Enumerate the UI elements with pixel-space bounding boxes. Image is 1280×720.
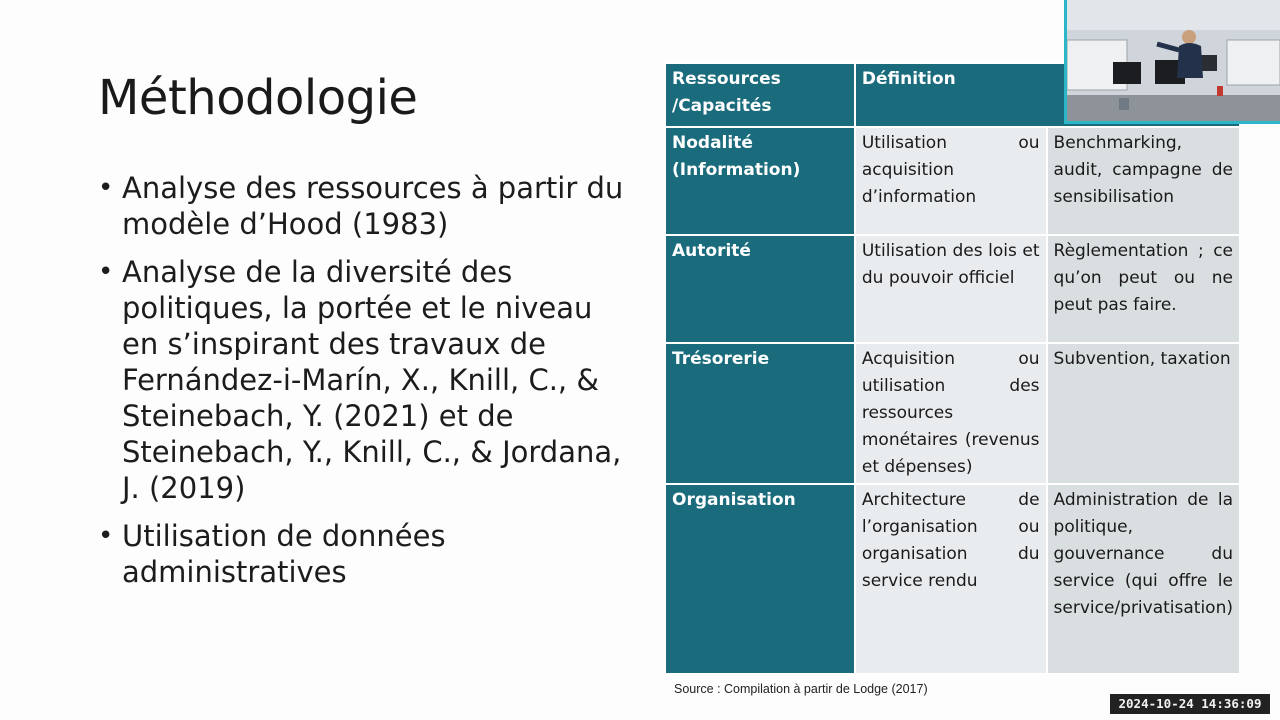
source-note: Source : Compilation à partir de Lodge (2017) [674,682,928,696]
definition-cell: Utilisation ou acquisition d’information [855,127,1047,235]
table-row [665,127,1240,235]
timestamp-badge: 2024-10-24 14:36:09 [1110,694,1270,714]
definition-cell: Architecture de l’organisation ou organisation du service rendu [855,484,1047,674]
bullet-list [96,170,636,602]
resource-cell: Organisation [665,484,855,674]
bullet-item: • Analyse des ressources à partir du modèle d’Hood (1983) [96,170,636,242]
example-cell: Benchmarking, audit, campagne de sensibilisation [1047,127,1240,235]
table-row [665,484,1240,674]
resources-table [664,62,1241,675]
header-resources: Ressources /Capacités [665,63,855,127]
classroom-video-frame [1067,0,1280,121]
bullet-item: • Utilisation de données administratives [96,518,636,590]
header-definition: Définition [855,63,1240,127]
webcam-video-overlay [1064,0,1280,124]
resource-cell: Nodalité (Information) [665,127,855,235]
example-cell: Subvention, taxation [1047,343,1240,484]
resource-cell: Trésorerie [665,343,855,484]
definition-cell: Acquisition ou utilisation des ressources monétaires (revenus et dépenses) [855,343,1047,484]
example-cell: Administration de la politique, gouvernance du service (qui offre le service/privatisation) [1047,484,1240,674]
slide-title: Méthodologie [98,70,418,126]
definition-cell: Utilisation des lois et du pouvoir officiel [855,235,1047,343]
table-row [665,235,1240,343]
example-cell: Règlementation ; ce qu’on peut ou ne peut pas faire. [1047,235,1240,343]
resource-cell: Autorité [665,235,855,343]
bullet-item: • Analyse de la diversité des politiques, la portée et le niveau en s’inspirant des travaux de Fernández-i-Marín, X., Knill, C., & Steinebach, Y. (2021) et de Steinebach, Y., Knill, C., & Jordana, J. (2019) [96,254,636,506]
table-row [665,343,1240,484]
